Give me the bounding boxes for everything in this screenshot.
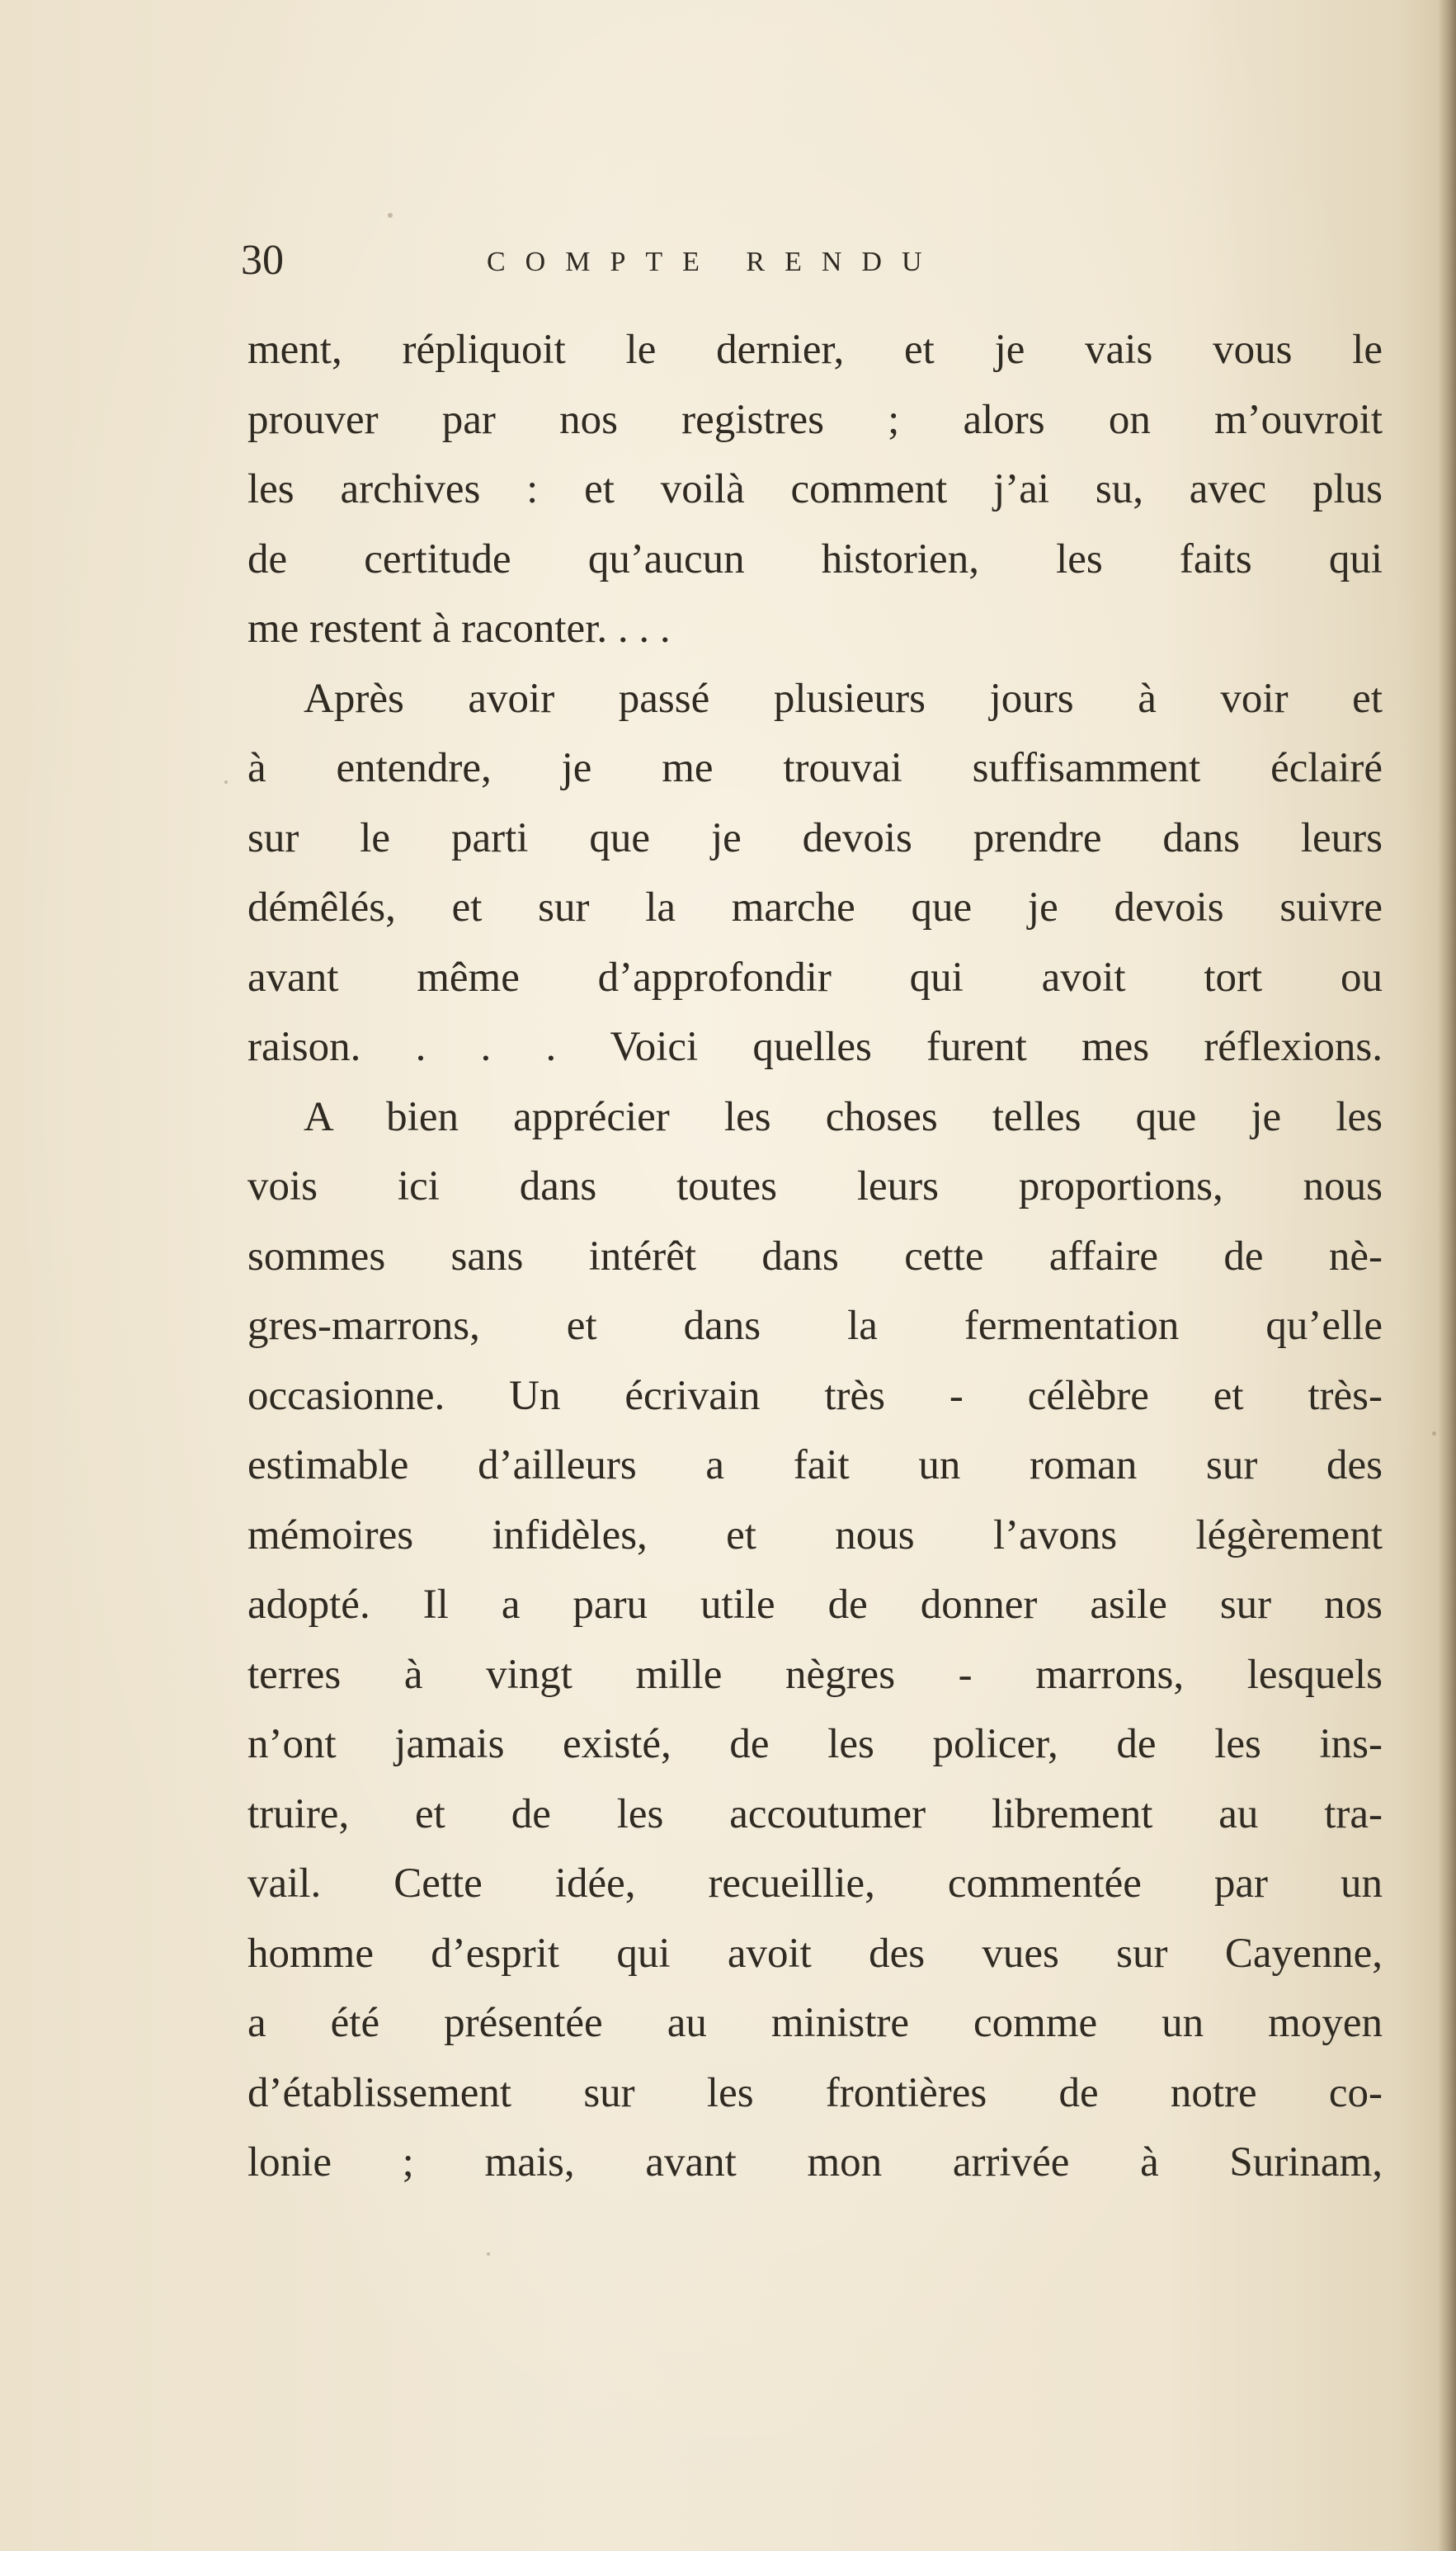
paper-speck (224, 780, 228, 784)
text-line: avant même d’approfondir qui avoit tort ou (247, 954, 1383, 1001)
text-line: raison. . . . Voici quelles furent mes réflexions. (247, 1024, 1383, 1070)
text-line: ment, répliquoit le dernier, et je vais vous le (247, 327, 1383, 373)
text-line: lonie ; mais, avant mon arrivée à Surinam, (247, 2139, 1383, 2186)
page-edge-shadow (1438, 0, 1456, 2551)
page-header (241, 236, 1148, 318)
text-line: adopté. Il a paru utile de donner asile sur nos (247, 1582, 1383, 1628)
text-line: occasionne. Un écrivain très - célèbre et très- (247, 1372, 1383, 1419)
text-line: prouver par nos registres ; alors on m’ouvroit (247, 396, 1383, 443)
text-line: sur le parti que je devois prendre dans leurs (247, 814, 1383, 861)
text-line: à entendre, je me trouvai suffisamment éclairé (247, 745, 1383, 791)
paper-speck (388, 213, 393, 218)
text-line: homme d’esprit qui avoit des vues sur Cayenne, (247, 1930, 1383, 1977)
text-line: estimable d’ailleurs a fait un roman sur des (247, 1442, 1383, 1488)
page-number: 30 (241, 237, 284, 284)
text-line: les archives : et voilà comment j’ai su, avec plus (247, 466, 1383, 512)
text-line: gres-marrons, et dans la fermentation qu’elle (247, 1303, 1383, 1349)
text-line: a été présentée au ministre comme un moyen (247, 2000, 1383, 2046)
text-line: vois ici dans toutes leurs proportions, nous (247, 1163, 1383, 1209)
text-line: terres à vingt mille nègres - marrons, lesquels (247, 1651, 1383, 1698)
text-line: truire, et de les accoutumer librement au tra- (247, 1790, 1383, 1837)
text-line: d’établissement sur les frontières de notre co- (247, 2069, 1383, 2116)
text-line: vail. Cette idée, recueillie, commentée par un (247, 1860, 1383, 1907)
text-line: de certitude qu’aucun historien, les faits qui (247, 535, 1383, 582)
running-head: COMPTE RENDU (487, 247, 942, 277)
text-line: me restent à raconter. . . . (247, 606, 671, 652)
text-line: démêlés, et sur la marche que je devois suivre (247, 884, 1383, 931)
text-line: Après avoir passé plusieurs jours à voir et (304, 675, 1383, 722)
body-text (247, 315, 1383, 2198)
text-line: A bien apprécier les choses telles que je les (304, 1093, 1383, 1140)
paper-speck (487, 2252, 490, 2256)
text-line: sommes sans intérêt dans cette affaire de nè- (247, 1233, 1383, 1280)
paper-speck (1432, 1431, 1436, 1436)
text-line: mémoires infidèles, et nous l’avons légèrement (247, 1511, 1383, 1558)
text-line: n’ont jamais existé, de les policer, de les ins- (247, 1721, 1383, 1767)
